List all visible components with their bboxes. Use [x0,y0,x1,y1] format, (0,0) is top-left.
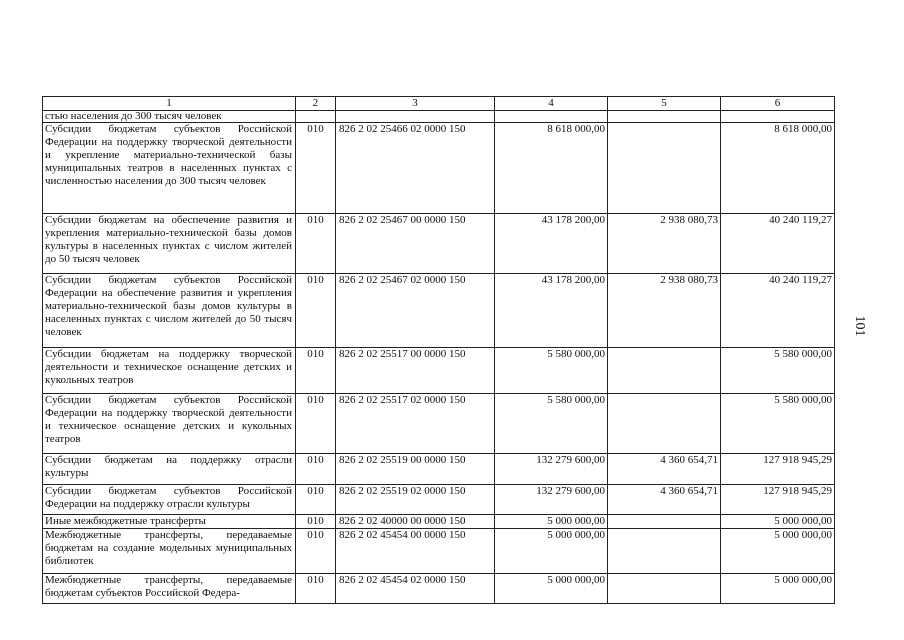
table-row [43,515,835,529]
row-name: Субсидии бюджетам субъектов Российской Федерации на поддержку творческой деятельности и укрепление материально-технической базы муниципальных театров в населенных пунктах с численностью населения до 300 тысяч человек [43,123,296,214]
row-name: Субсидии бюджетам на поддержку отрасли культуры [43,454,296,485]
row-remainder: 5 000 000,00 [721,515,835,529]
row-remainder: 40 240 119,27 [721,214,835,274]
row-code: 010 [296,574,336,604]
table-row [43,123,835,214]
table-row [43,394,835,454]
row-code: 010 [296,454,336,485]
row-plan: 5 000 000,00 [495,515,608,529]
row-remainder: 5 000 000,00 [721,574,835,604]
row-code: 010 [296,485,336,515]
table-row [43,485,835,515]
table-row [43,274,835,348]
table-row [43,111,835,123]
row-name: Субсидии бюджетам на обеспечение развития и укрепления материально-технической базы домов культуры в населенных пунктах с числом жителей до 50 тысяч человек [43,214,296,274]
table-row [43,574,835,604]
row-executed [608,348,721,394]
row-remainder: 8 618 000,00 [721,123,835,214]
row-code: 010 [296,348,336,394]
row-name: Субсидии бюджетам субъектов Российской Федерации на поддержку творческой деятельности и техническое оснащение детских и кукольных театров [43,394,296,454]
row-remainder: 5 580 000,00 [721,348,835,394]
row-executed [608,515,721,529]
row-executed [608,529,721,574]
row-name: Субсидии бюджетам субъектов Российской Федерации на поддержку отрасли культуры [43,485,296,515]
row-plan: 5 000 000,00 [495,574,608,604]
row-plan: 43 178 200,00 [495,214,608,274]
row-kbk: 826 2 02 25517 02 0000 150 [336,394,495,454]
row-plan: 5 580 000,00 [495,394,608,454]
row-code [296,111,336,123]
row-kbk: 826 2 02 40000 00 0000 150 [336,515,495,529]
row-code: 010 [296,274,336,348]
column-header: 6 [721,97,835,111]
row-plan [495,111,608,123]
row-code: 010 [296,214,336,274]
row-plan: 132 279 600,00 [495,485,608,515]
row-plan: 43 178 200,00 [495,274,608,348]
row-executed [608,574,721,604]
row-kbk: 826 2 02 25466 02 0000 150 [336,123,495,214]
page-number: 101 [852,315,867,337]
row-plan: 132 279 600,00 [495,454,608,485]
table-row [43,214,835,274]
row-kbk [336,111,495,123]
row-executed [608,394,721,454]
row-kbk: 826 2 02 25519 00 0000 150 [336,454,495,485]
row-kbk: 826 2 02 25467 00 0000 150 [336,214,495,274]
table-row [43,348,835,394]
row-remainder: 5 580 000,00 [721,394,835,454]
row-name: стью населения до 300 тысяч человек [43,111,296,123]
column-header: 4 [495,97,608,111]
row-code: 010 [296,394,336,454]
budget-table [42,96,835,604]
row-executed: 2 938 080,73 [608,274,721,348]
row-kbk: 826 2 02 25519 02 0000 150 [336,485,495,515]
table-row [43,529,835,574]
row-plan: 5 580 000,00 [495,348,608,394]
row-executed [608,123,721,214]
row-remainder: 5 000 000,00 [721,529,835,574]
row-executed: 4 360 654,71 [608,454,721,485]
row-name: Межбюджетные трансферты, передаваемые бюджетам субъектов Российской Федера- [43,574,296,604]
row-kbk: 826 2 02 45454 00 0000 150 [336,529,495,574]
row-kbk: 826 2 02 45454 02 0000 150 [336,574,495,604]
row-kbk: 826 2 02 25467 02 0000 150 [336,274,495,348]
row-plan: 8 618 000,00 [495,123,608,214]
row-name: Межбюджетные трансферты, передаваемые бюджетам на создание модельных муниципальных библиотек [43,529,296,574]
column-header: 2 [296,97,336,111]
row-remainder: 40 240 119,27 [721,274,835,348]
column-header: 1 [43,97,296,111]
row-code: 010 [296,123,336,214]
column-header: 5 [608,97,721,111]
row-name: Субсидии бюджетам на поддержку творческой деятельности и техническое оснащение детских и кукольных театров [43,348,296,394]
header-row [43,97,835,111]
row-name: Субсидии бюджетам субъектов Российской Федерации на обеспечение развития и укрепления материально-технической базы домов культуры в населенных пунктах с числом жителей до 50 тысяч человек [43,274,296,348]
table-row [43,454,835,485]
row-code: 010 [296,529,336,574]
row-plan: 5 000 000,00 [495,529,608,574]
row-executed [608,111,721,123]
row-code: 010 [296,515,336,529]
row-remainder [721,111,835,123]
column-header: 3 [336,97,495,111]
row-name: Иные межбюджетные трансферты [43,515,296,529]
row-remainder: 127 918 945,29 [721,454,835,485]
row-remainder: 127 918 945,29 [721,485,835,515]
row-executed: 2 938 080,73 [608,214,721,274]
row-executed: 4 360 654,71 [608,485,721,515]
row-kbk: 826 2 02 25517 00 0000 150 [336,348,495,394]
